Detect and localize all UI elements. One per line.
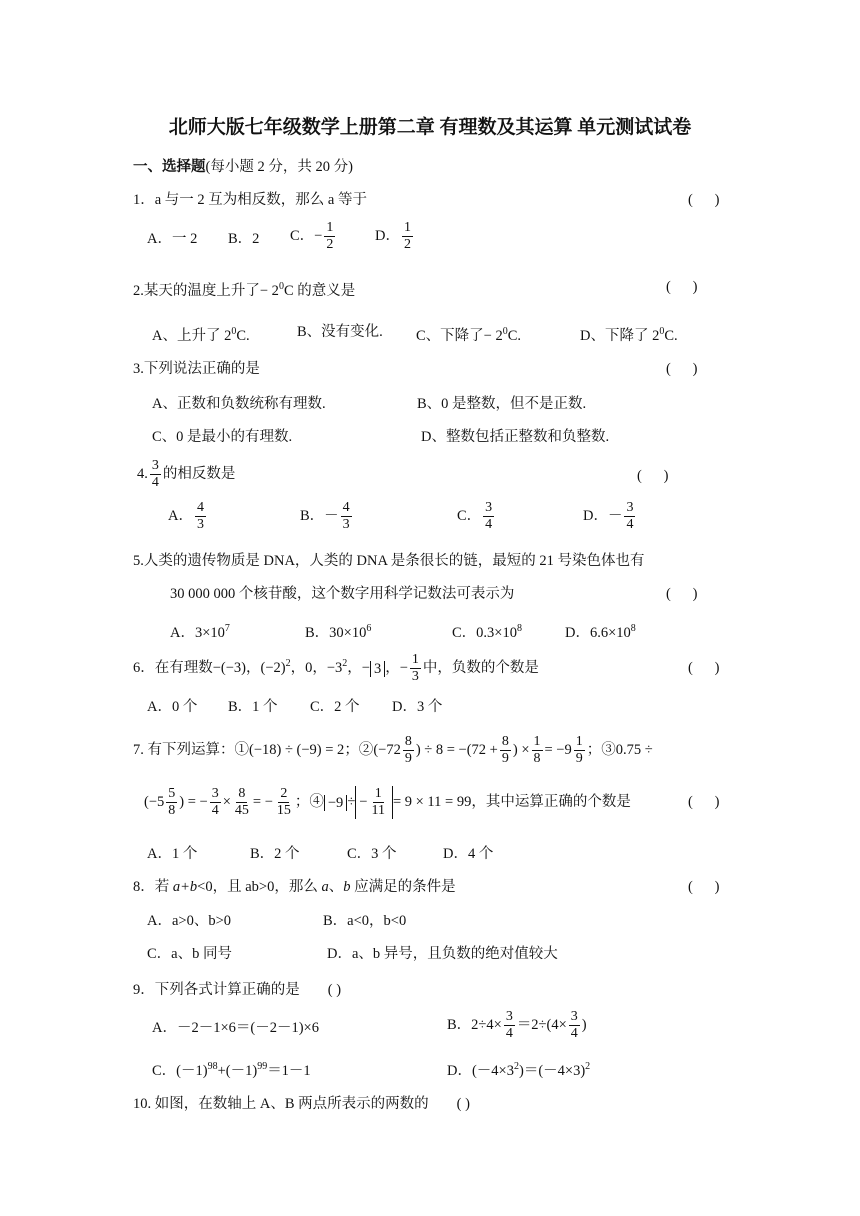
numerator: 3 [626, 500, 634, 515]
q7-option-d: D．4 个 [443, 846, 494, 862]
fraction [483, 500, 494, 533]
exponent: 2 [585, 1061, 591, 1072]
answer-paren-9: ( ) [327, 982, 342, 998]
stem-text: 8．若 [133, 879, 173, 895]
option-text: )＝(－4×3) [518, 1062, 586, 1079]
answer-paren-4: ( ) [637, 468, 669, 484]
q7-option-a: A．1 个 [147, 846, 198, 862]
option-text: A、上升了 2 [152, 327, 232, 344]
denominator: 8 [533, 751, 541, 766]
question-number: 4. [137, 465, 148, 482]
denominator: 3 [342, 517, 350, 532]
section-header [133, 157, 353, 177]
math-term: −(−3) [212, 659, 247, 676]
answer-paren-5: ( ) [666, 586, 698, 602]
stem-text: 9．下列各式计算正确的是 [133, 982, 300, 998]
q3-option-b: B、0 是整数，但不是正数. [417, 396, 587, 412]
separator: ；② [344, 741, 374, 758]
denominator: 11 [371, 803, 385, 818]
q8-option-c: C．a、b 同号 [147, 946, 232, 962]
expression: ) = − [179, 793, 208, 810]
denominator: 15 [276, 803, 291, 818]
stem-text: ，其中运算正确的个数是 [471, 793, 631, 810]
q8-option-a: A．a>0、b>0 [147, 913, 232, 929]
q7-option-c: C．3 个 [347, 846, 397, 862]
question-6-stem [133, 652, 539, 685]
minus-sign: − [359, 793, 368, 810]
question-9-stem [133, 980, 341, 1000]
fraction [500, 734, 511, 767]
numerator: 1 [326, 220, 334, 235]
q5-option-d [565, 619, 636, 643]
numerator: 1 [533, 734, 541, 749]
q1-option-a: A．一 2 [147, 231, 198, 247]
q3-option-d: D、整数包括正整数和负整数. [421, 429, 610, 445]
option-text: C．(－1) [152, 1062, 208, 1079]
exponent: 2 [342, 658, 348, 669]
degree-mark: 0 [502, 326, 508, 337]
math-term: a [321, 879, 329, 895]
question-10-stem [133, 1094, 470, 1114]
numerator: 8 [501, 734, 509, 749]
q4-option-b [300, 500, 354, 533]
question-7-line2 [144, 786, 631, 819]
q5-option-b [305, 619, 371, 643]
q8-option-d: D．a、b 异号，且负数的绝对值较大 [327, 946, 558, 962]
option-text: A．3×10 [170, 624, 225, 641]
math-term: (−2) [260, 659, 286, 676]
option-text: D．(－4×3 [447, 1062, 514, 1079]
temp-value: − 2 [483, 327, 503, 344]
fraction [504, 1009, 515, 1042]
absolute-value [355, 786, 393, 819]
q2-option-c [416, 322, 521, 346]
numerator: 3 [570, 1009, 578, 1024]
stem-text: C 的意义是 [283, 282, 356, 299]
section-note: (每小题 2 分，共 20 分) [205, 159, 353, 175]
fraction [410, 652, 421, 685]
stem-text: 2.某天的温度上升了 [133, 282, 260, 299]
option-text: ) [581, 1016, 587, 1033]
denominator: 4 [211, 803, 219, 818]
option-text: C. [507, 327, 522, 344]
denominator: 2 [326, 237, 334, 252]
q4-option-d [583, 500, 637, 533]
exponent: 98 [207, 1061, 218, 1072]
absolute-value: 3 [370, 661, 385, 677]
math-term: −3 [326, 659, 343, 676]
numerator: 3 [485, 500, 493, 515]
numerator: 1 [374, 786, 382, 801]
page-title: 北师大版七年级数学上册第二章 有理数及其运算 单元测试试卷 [168, 117, 692, 138]
answer-paren-6: ( ) [688, 660, 720, 676]
exponent: 2 [513, 1061, 519, 1072]
minus-sign: − [399, 659, 408, 676]
answer-paren-2: ( ) [666, 279, 698, 295]
denominator: 4 [485, 517, 493, 532]
denominator: 3 [411, 669, 419, 684]
question-1-stem: 1．a 与一 2 互为相反数，那么 a 等于 [133, 192, 367, 208]
expression: ) ÷ 8 = −(72 + [415, 741, 498, 758]
q9-option-b [447, 1009, 587, 1042]
fraction [624, 500, 635, 533]
denominator: 4 [151, 475, 159, 490]
answer-paren-3: ( ) [666, 361, 698, 377]
option-label: D．－ [583, 507, 623, 524]
numerator: 1 [411, 652, 419, 667]
expression: (−18) ÷ (−9) = 2 [249, 741, 345, 758]
question-5-line1: 5.人类的遗传物质是 DNA，人类的 DNA 是条很长的链，最短的 21 号染色体也有 [133, 553, 645, 569]
q6-option-c: C．2 个 [310, 699, 360, 715]
denominator: 3 [196, 517, 204, 532]
denominator: 9 [575, 751, 583, 766]
numerator: 8 [404, 734, 412, 749]
numerator: 1 [575, 734, 583, 749]
expression: 0.75 ÷ [615, 741, 653, 758]
q1-option-c [290, 220, 337, 253]
question-7-line1 [133, 734, 653, 767]
fraction [532, 734, 543, 767]
denominator: 4 [570, 1026, 578, 1041]
option-text: C．0.3×10 [452, 624, 517, 641]
option-label: C． [290, 227, 315, 244]
degree-mark: 0 [659, 326, 665, 337]
fraction [150, 458, 161, 491]
q5-option-a [170, 619, 230, 643]
question-8-stem [133, 877, 456, 897]
exponent: 8 [630, 623, 636, 634]
fraction [369, 786, 386, 819]
expression: = 9 × 11 = 99 [392, 793, 472, 810]
question-4-stem [137, 458, 235, 491]
question-2-stem [133, 277, 355, 301]
temp-value: − 2 [259, 282, 279, 299]
fraction [574, 734, 585, 767]
denominator: 8 [168, 803, 176, 818]
expression: (−5 [144, 793, 165, 810]
fraction [210, 786, 221, 819]
separator: ；③ [586, 741, 616, 758]
exponent: 8 [516, 623, 522, 634]
numerator: 3 [151, 458, 159, 473]
fraction [569, 1009, 580, 1042]
option-text: D．6.6×10 [565, 624, 631, 641]
separator: ；④ [294, 793, 324, 810]
option-text: B．30×10 [305, 624, 367, 641]
option-text: B．2÷4× [447, 1016, 502, 1033]
q7-option-b: B．2 个 [250, 846, 300, 862]
expression: ÷ [347, 793, 356, 810]
answer-paren-1: ( ) [688, 192, 720, 208]
expression: × [222, 793, 231, 810]
separator: ， [385, 659, 400, 676]
option-text: ＝2÷(4× [516, 1016, 567, 1033]
option-text: C. [236, 327, 250, 344]
q8-option-b: B．a<0，b<0 [323, 913, 407, 929]
exponent: 99 [257, 1061, 268, 1072]
degree-mark: 0 [231, 326, 237, 337]
q2-option-d [580, 322, 678, 346]
fraction [324, 220, 335, 253]
q6-option-a: A．0 个 [147, 699, 198, 715]
expression: ) × [512, 741, 530, 758]
denominator: 45 [234, 803, 249, 818]
q6-option-d: D．3 个 [392, 699, 443, 715]
separator: ， [246, 659, 261, 676]
question-5-line2: 30 000 000 个核苷酸，这个数字用科学记数法可表示为 [170, 586, 515, 602]
answer-paren-8: ( ) [688, 879, 720, 895]
minus-sign: − [314, 227, 323, 244]
q4-option-c [457, 500, 496, 533]
exponent: 7 [224, 623, 230, 634]
q3-option-a: A、正数和负数统称有理数. [152, 396, 326, 412]
q5-option-c [452, 619, 522, 643]
fraction [233, 786, 251, 819]
stem-text: 7. 有下列运算：① [133, 741, 249, 758]
minus-sign: − [361, 659, 370, 676]
numerator: 3 [505, 1009, 513, 1024]
section-label: 一、选择题 [133, 159, 206, 175]
fraction [166, 786, 177, 819]
option-text: C、下降了 [416, 327, 484, 344]
q3-option-c: C、0 是最小的有理数. [152, 429, 293, 445]
separator: 、 [328, 879, 344, 895]
expression: = − [252, 793, 273, 810]
q2-option-b: B、没有变化. [297, 324, 383, 340]
denominator: 9 [501, 751, 509, 766]
denominator: 4 [505, 1026, 513, 1041]
stem-text: 10. 如图，在数轴上 A、B 两点所表示的两数的 [133, 1096, 429, 1112]
expression: (−72 [373, 741, 401, 758]
question-3-stem: 3.下列说法正确的是 [133, 361, 260, 377]
numerator: 8 [238, 786, 246, 801]
fraction [402, 220, 413, 253]
degree-mark: 0 [278, 281, 284, 292]
expression: = −9 [544, 741, 572, 758]
option-label: C． [457, 507, 482, 524]
q4-option-a [168, 500, 208, 533]
denominator: 9 [404, 751, 412, 766]
stem-text: 应满足的条件是 [350, 879, 456, 895]
q9-option-d [447, 1057, 590, 1081]
stem-text: <0，且 ab>0，那么 [197, 879, 322, 895]
option-label: B．－ [300, 507, 339, 524]
numerator: 4 [196, 500, 204, 515]
q6-option-b: B．1 个 [228, 699, 278, 715]
stem-text: 的相反数是 [162, 465, 236, 482]
math-term: a+b [172, 879, 198, 895]
fraction [403, 734, 414, 767]
option-text: +(－1) [217, 1062, 258, 1079]
fraction [275, 786, 293, 819]
numerator: 2 [280, 786, 288, 801]
fraction [195, 500, 206, 533]
option-text: ＝1－1 [267, 1062, 311, 1079]
denominator: 4 [626, 517, 634, 532]
stem-text: 6．在有理数 [133, 659, 213, 676]
absolute-value: −9 [324, 795, 347, 811]
stem-text: 中，负数的个数是 [422, 659, 539, 676]
option-text: C. [664, 327, 678, 344]
answer-paren-7: ( ) [688, 794, 720, 810]
option-text: D、下降了 2 [580, 327, 660, 344]
exponent: 2 [285, 658, 291, 669]
math-term: b [343, 879, 351, 895]
q1-option-d [375, 220, 415, 253]
fraction [341, 500, 352, 533]
answer-paren-10: ( ) [456, 1096, 470, 1112]
q1-option-b: B．2 [228, 231, 260, 247]
numerator: 5 [168, 786, 176, 801]
option-label: D． [375, 227, 400, 244]
numerator: 3 [211, 786, 219, 801]
exponent: 6 [366, 623, 372, 634]
separator: ，0， [290, 659, 327, 676]
denominator: 2 [403, 237, 411, 252]
separator: ， [347, 659, 362, 676]
q2-option-a [152, 322, 250, 346]
numerator: 1 [403, 220, 411, 235]
q9-option-c [152, 1057, 311, 1081]
numerator: 4 [342, 500, 350, 515]
option-label: A． [168, 507, 193, 524]
q9-option-a: A．－2－1×6＝(－2－1)×6 [152, 1020, 319, 1036]
